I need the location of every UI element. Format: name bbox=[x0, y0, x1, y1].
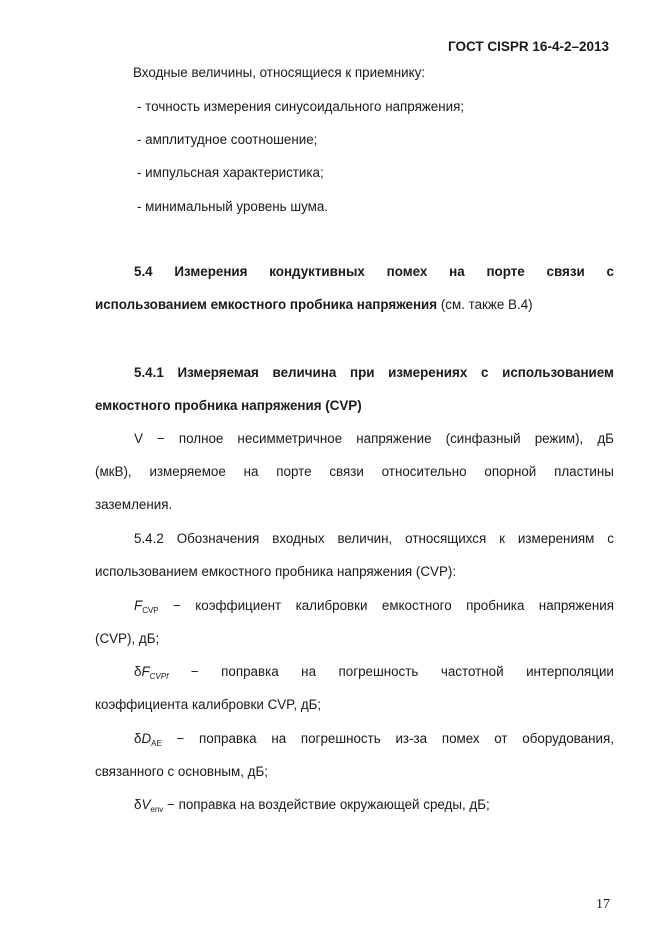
v-definition-line2: (мкВ), измеряемое на порте связи относительно опорной пластины bbox=[95, 464, 614, 479]
section-5-4-2-line1: 5.4.2 Обозначения входных величин, относящихся к измерениям с bbox=[134, 531, 614, 546]
list-item: - точность измерения синусоидального напряжения; bbox=[137, 99, 465, 114]
fcvp-definition-line2: (CVP), дБ; bbox=[95, 631, 160, 646]
fcvp-definition-line1: $F_{CVP}$ − коэффициент калибровки емкостного пробника напряжения bbox=[134, 598, 614, 615]
symbol-fcvp: $F_{CVP}$ bbox=[134, 598, 159, 615]
section-5-4-2-line2: использованием емкостного пробника напряжения (CVP): bbox=[95, 564, 457, 579]
standard-header: ГОСТ CISPR 16-4-2–2013 bbox=[448, 39, 609, 54]
section-5-4-1-heading-line1: 5.4.1 Измеряемая величина при измерениях с использованием bbox=[134, 365, 614, 380]
list-item: - импульсная характеристика; bbox=[137, 165, 324, 180]
denv-definition: $\delta V_{env}$ − поправка на воздействие окружающей среды, дБ; bbox=[134, 797, 490, 814]
list-item: - минимальный уровень шума. bbox=[137, 199, 329, 214]
list-item: - амплитудное соотношение; bbox=[137, 132, 318, 147]
dfcvp-definition-line2: коэффициента калибровки CVP, дБ; bbox=[95, 697, 322, 712]
symbol-dfcvpf: $\delta F_{CVPf}$ bbox=[134, 664, 169, 681]
v-definition-line3: заземления. bbox=[95, 497, 173, 512]
section-5-4-1-heading-line2: емкостного пробника напряжения (CVP) bbox=[95, 398, 362, 413]
dae-definition-line1: $\delta D_{AE}$ − поправка на погрешность из-за помех от оборудования, bbox=[134, 731, 614, 748]
section-5-4-heading-line1: 5.4 Измерения кондуктивных помех на порте связи с bbox=[134, 264, 614, 279]
dae-definition-line2: связанного с основным, дБ; bbox=[95, 764, 268, 779]
dfcvp-definition-line1: $\delta F_{CVPf}$ − поправка на погрешность частотной интерполяции bbox=[134, 664, 614, 681]
receiver-inputs-lead: Входные величины, относящиеся к приемнику: bbox=[133, 65, 426, 80]
page-number: 17 bbox=[596, 897, 610, 912]
symbol-dae: $\delta D_{AE}$ bbox=[134, 731, 162, 748]
v-definition-line1: V − полное несимметричное напряжение (синфазный режим), дБ bbox=[134, 431, 614, 446]
section-5-4-heading-line2: использованием емкостного пробника напряжения (см. также В.4) bbox=[95, 297, 533, 312]
